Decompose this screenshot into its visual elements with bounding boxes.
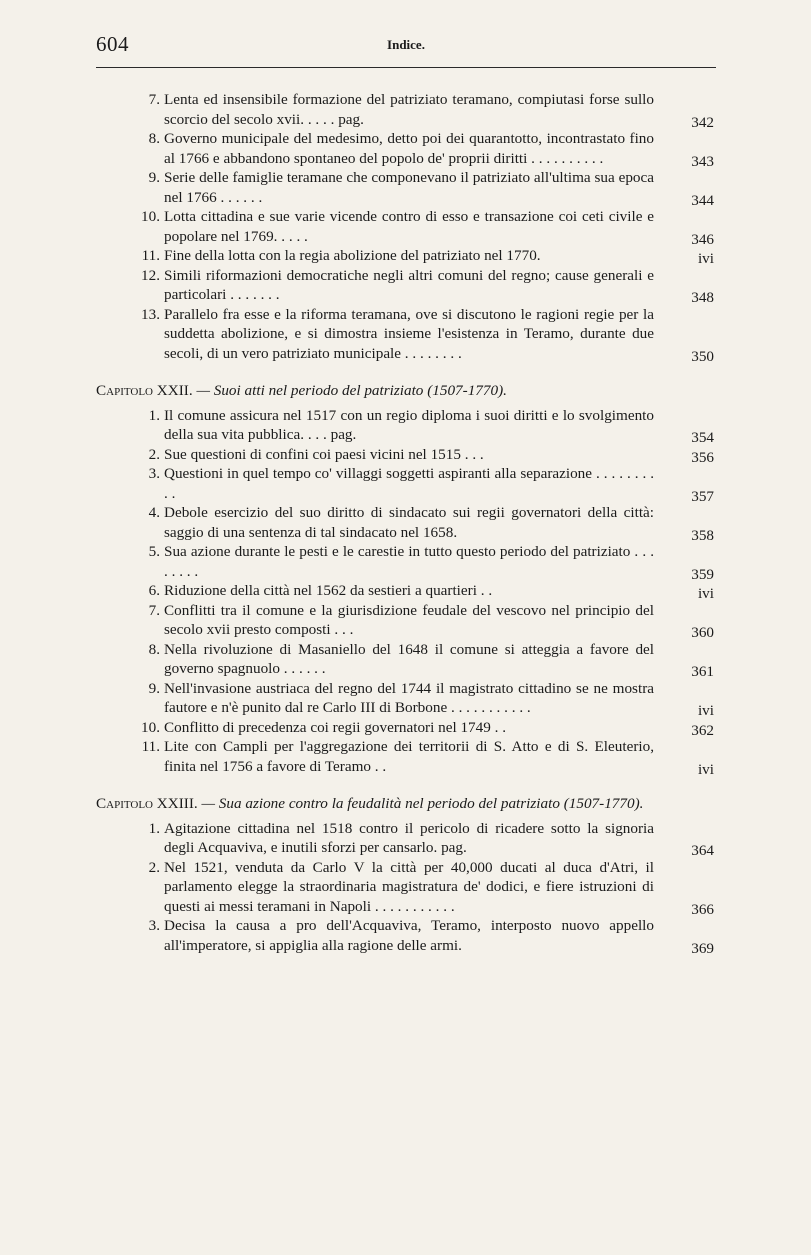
- chapter-title: — Sua azione contro la feudalità nel periodo del patriziato (1507-1770).: [197, 795, 644, 812]
- entry-text: Governo municipale del medesimo, detto poi dei quarantotto, incontrastato fino al 1766 e abbandono spontaneo del popolo de' proprii diritti . . . . . . . . . .: [164, 130, 654, 167]
- entry-page-number: 350: [691, 347, 714, 365]
- entry-page-number: 358: [691, 526, 714, 544]
- entry-text: Lite con Campli per l'aggregazione dei territorii di S. Atto e di S. Eleuterio, finita nel 1756 a favore di Teramo . .: [164, 738, 654, 775]
- index-entry: [96, 601, 716, 640]
- entry-number: 2.: [148, 445, 160, 463]
- index-entry: [96, 90, 716, 129]
- entry-page-number: 364: [691, 842, 714, 859]
- entry-page-number: 343: [691, 152, 714, 170]
- entry-page-number: 354: [691, 429, 714, 446]
- entry-number: 9.: [148, 679, 160, 697]
- index-entry: [96, 246, 716, 266]
- entry-number: 11.: [141, 247, 160, 264]
- entry-page-number: 359: [691, 565, 714, 583]
- entry-page-number: 356: [691, 448, 714, 466]
- index-entry: [96, 916, 716, 955]
- index-entry: [96, 542, 716, 581]
- index-entry: [96, 640, 716, 679]
- entry-number: 13.: [141, 305, 160, 323]
- entry-number: 10.: [141, 718, 160, 736]
- header-rule: [96, 67, 716, 68]
- entry-page-number: ivi: [697, 702, 714, 719]
- chapter-title: — Suoi atti nel periodo del patriziato (1507-1770).: [192, 382, 507, 399]
- entry-text: Conflitto di precedenza coi regii governatori nel 1749 . .: [164, 718, 507, 736]
- section-gap: [96, 776, 716, 784]
- entry-text: Lenta ed insensibile formazione del patriziato teramano, compiutasi forse sullo scorcio del secolo xvii. . . . . pag.: [164, 91, 654, 128]
- entry-text: Questioni in quel tempo co' villaggi soggetti aspiranti alla separazione . . . . . . . . . .: [164, 465, 654, 502]
- entry-page-number: 362: [691, 721, 714, 739]
- index-entry: [96, 737, 716, 776]
- index-entry: [96, 718, 716, 738]
- index-entry: [96, 581, 716, 601]
- entry-number: 9.: [148, 169, 160, 186]
- entry-number: 8.: [148, 130, 160, 147]
- entry-page-number: 357: [691, 487, 714, 505]
- index-entry: [96, 207, 716, 246]
- index-entry: [96, 129, 716, 168]
- entry-number: 10.: [141, 208, 160, 225]
- page-header: [96, 32, 716, 62]
- entry-page-number: ivi: [697, 585, 714, 602]
- entry-text: Nell'invasione austriaca del regno del 1744 il magistrato cittadino se ne mostra fautore e n'è punito dal re Carlo III di Borbone . . . . . . . . . . .: [164, 679, 654, 716]
- entry-page-number: 369: [691, 939, 714, 957]
- entry-number: 1.: [148, 819, 160, 837]
- page-number: 604: [96, 32, 129, 56]
- index-entry: [96, 445, 716, 465]
- entry-number: 8.: [148, 640, 160, 658]
- section-gap: [96, 363, 716, 371]
- entry-page-number: 366: [691, 900, 714, 918]
- chapter-heading: [96, 381, 716, 401]
- entry-text: Agitazione cittadina nel 1518 contro il pericolo di ricadere sotto la signoria degli Acquaviva, e inutili sforzi per cansarlo. pag.: [164, 819, 654, 856]
- entry-text: Il comune assicura nel 1517 con un regio diploma i suoi diritti e lo svolgimento della sua vita pubblica. . . . pag.: [164, 406, 654, 443]
- chapter-label: Capitolo XXII.: [96, 382, 193, 399]
- index-entry: [96, 503, 716, 542]
- entry-number: 12.: [141, 266, 160, 284]
- entry-text: Lotta cittadina e sue varie vicende contro di esso e transazione coi ceti civile e popolare nel 1769. . . . .: [164, 208, 654, 245]
- entry-number: 11.: [141, 738, 160, 755]
- entry-text: Nel 1521, venduta da Carlo V la città per 40,000 ducati al duca d'Atri, il parlamento elegge la straordinaria magistratura de' dodici, e fiere istruzioni di questi ai messi teramani in Napoli . . . . . . . . . . .: [164, 858, 654, 915]
- entry-page-number: ivi: [697, 760, 714, 778]
- entry-number: 5.: [148, 543, 160, 560]
- index-entry: [96, 464, 716, 503]
- index-entry: [96, 679, 716, 718]
- entry-number: 7.: [148, 601, 160, 619]
- entry-text: Sue questioni di confini coi paesi vicini nel 1515 . . .: [164, 445, 484, 463]
- index-entry: [96, 819, 716, 858]
- entry-text: Nella rivoluzione di Masaniello del 1648 il comune si atteggia a favore del governo spagnuolo . . . . . .: [164, 640, 654, 677]
- running-title: Indice.: [387, 37, 425, 52]
- chapter-heading: [96, 794, 716, 814]
- entry-text: Simili riformazioni democratiche negli altri comuni del regno; cause generali e particolari . . . . . . .: [164, 266, 654, 303]
- entry-number: 1.: [148, 406, 160, 424]
- entry-page-number: 344: [691, 191, 714, 209]
- entry-number: 4.: [148, 504, 160, 521]
- index-entry: [96, 406, 716, 445]
- entry-page-number: 348: [691, 289, 714, 306]
- entry-text: Fine della lotta con la regia abolizione del patriziato nel 1770.: [164, 247, 541, 264]
- entry-number: 6.: [148, 582, 160, 599]
- index-entry: [96, 305, 716, 364]
- entry-page-number: ivi: [697, 250, 714, 267]
- entry-text: Parallelo fra esse e la riforma teramana, ove si discutono le ragioni regie per la suddetta abolizione, e si dimostra insieme l'esistenza in Teramo, durante due secoli, di un vero patriziato municipale . . . . . . . .: [164, 305, 654, 362]
- index-entry: [96, 266, 716, 305]
- entry-page-number: 342: [691, 113, 714, 131]
- entry-text: Conflitti tra il comune e la giurisdizione feudale del vescovo nel principio del secolo xvii presto composti . . .: [164, 601, 654, 638]
- entry-number: 2.: [148, 858, 160, 876]
- index-entry: [96, 858, 716, 917]
- chapter-label: Capitolo XXIII.: [96, 795, 198, 812]
- entry-text: Sua azione durante le pesti e le carestie in tutto questo periodo del patriziato . . . . . . . .: [164, 543, 654, 580]
- entry-text: Serie delle famiglie teramane che componevano il patriziato all'ultima sua epoca nel 1766 . . . . . .: [164, 169, 654, 206]
- entry-page-number: 360: [691, 624, 714, 641]
- entry-number: 3.: [148, 917, 160, 934]
- entry-number: 3.: [148, 465, 160, 482]
- index-content: [96, 90, 716, 955]
- entry-page-number: 346: [691, 230, 714, 248]
- entry-text: Riduzione della città nel 1562 da sestieri a quartieri . .: [164, 582, 493, 599]
- index-entry: [96, 168, 716, 207]
- entry-number: 7.: [148, 91, 160, 108]
- entry-page-number: 361: [691, 663, 714, 680]
- entry-text: Decisa la causa a pro dell'Acquaviva, Teramo, interposto nuovo appello all'imperatore, si appiglia alla ragione delle armi.: [164, 917, 654, 954]
- entry-text: Debole esercizio del suo diritto di sindacato sui regii governatori della città: saggio di una sentenza di tal sindacato nel 1658.: [164, 504, 654, 541]
